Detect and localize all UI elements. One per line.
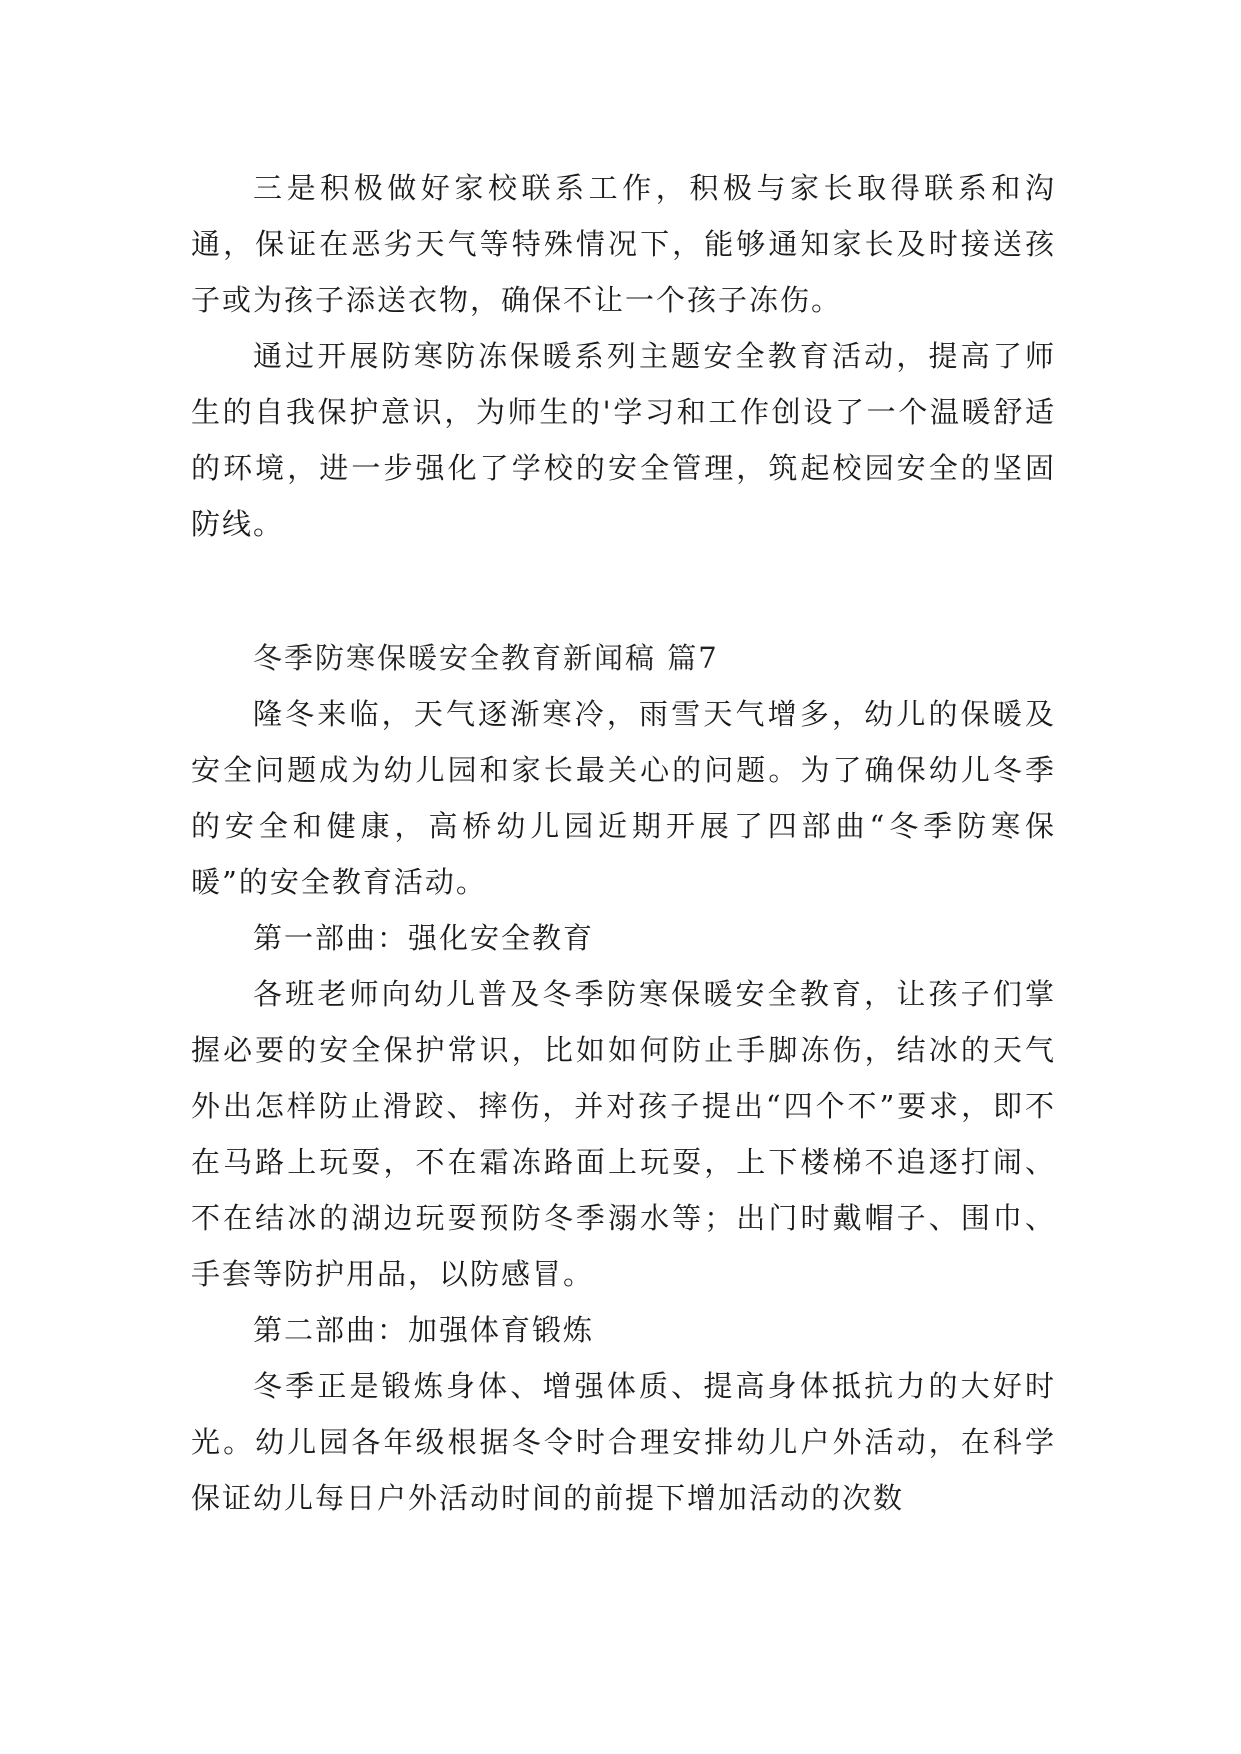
paragraph-physical-exercise: 冬季正是锻炼身体、增强体质、提高身体抵抗力的大好时光。幼儿园各年级根据冬令时合理安排幼儿户外活动，在科学保证幼儿每日户外活动时间的前提下增加活动的次数 [191,1369,1056,1515]
section-heading-second: 第二部曲：加强体育锻炼 [253,1313,595,1347]
section-gap [191,552,1056,630]
article-title: 冬季防寒保暖安全教育新闻稿 篇7 [253,641,719,675]
paragraph-safety-education: 各班老师向幼儿普及冬季防寒保暖安全教育，让孩子们掌握必要的安全保护常识，比如如何防止手脚冻伤，结冰的天气外出怎样防止滑跤、摔伤，并对孩子提出“四个不”要求，即不在马路上玩耍，不在霜冻路面上玩耍，上下楼梯不追逐打闹、不在结冰的湖边玩耍预防冬季溺水等；出门时戴帽子、围巾、手套等防护用品，以防感冒。 [191,977,1056,1291]
paragraph-home-school-contact: 三是积极做好家校联系工作，积极与家长取得联系和沟通，保证在恶劣天气等特殊情况下，能够通知家长及时接送孩子或为孩子添送衣物，确保不让一个孩子冻伤。 [191,171,1056,317]
section-heading-first: 第一部曲：强化安全教育 [253,921,595,955]
document-body [191,160,1056,1526]
paragraph-intro: 隆冬来临，天气逐渐寒冷，雨雪天气增多，幼儿的保暖及安全问题成为幼儿园和家长最关心的问题。为了确保幼儿冬季的安全和健康，高桥幼儿园近期开展了四部曲“冬季防寒保暖”的安全教育活动。 [191,697,1056,899]
paragraph-summary: 通过开展防寒防冻保暖系列主题安全教育活动，提高了师生的自我保护意识，为师生的'学习和工作创设了一个温暖舒适的环境，进一步强化了学校的安全管理，筑起校园安全的坚固防线。 [191,339,1056,541]
